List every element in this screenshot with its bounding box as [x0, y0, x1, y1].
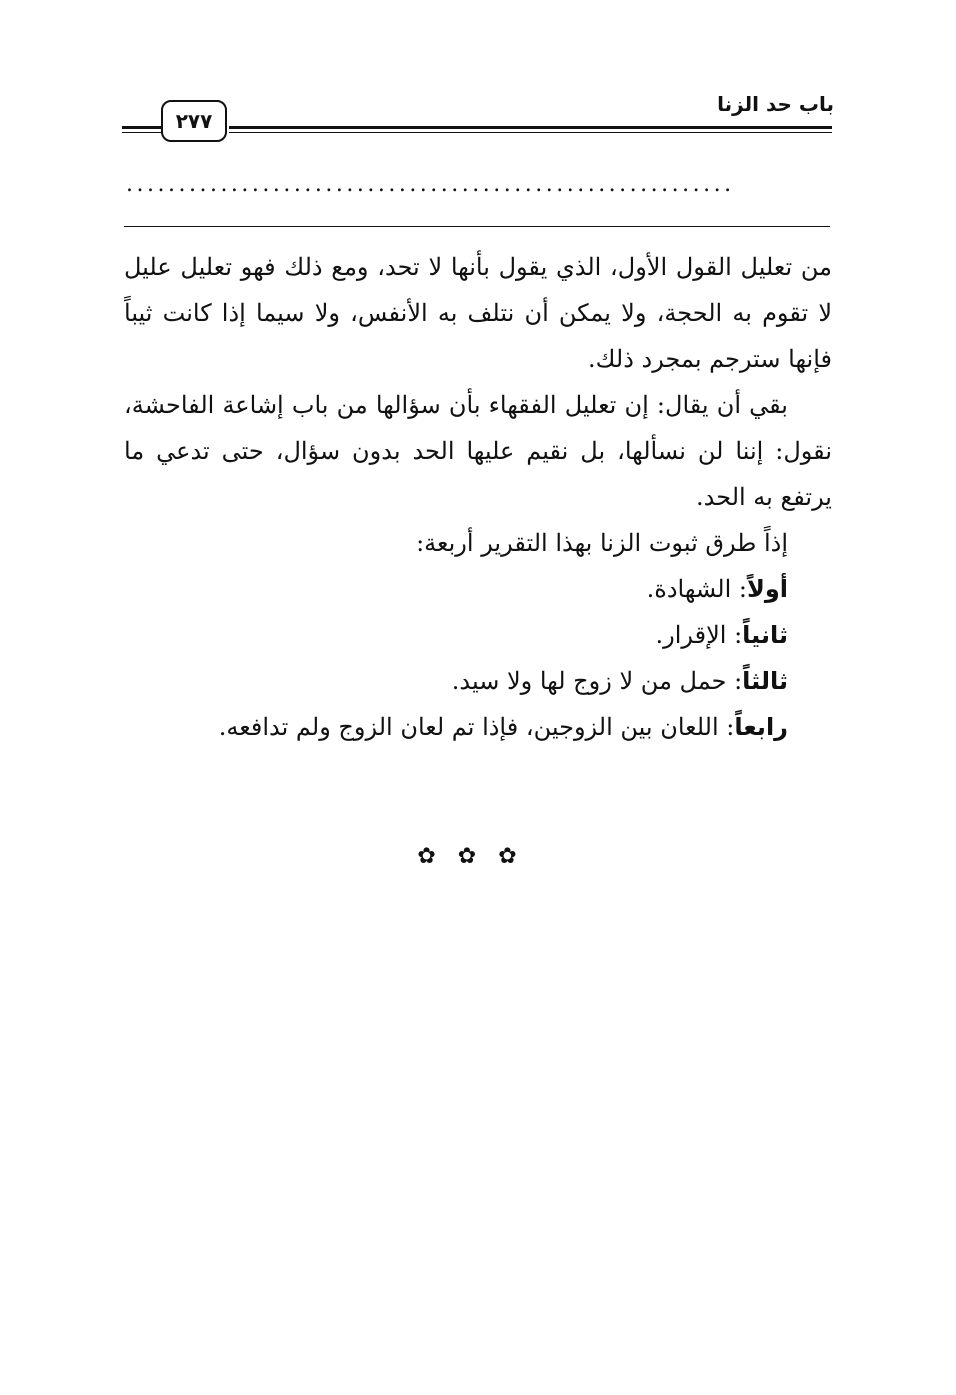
list-item [124, 566, 832, 612]
paragraph: إذاً طرق ثبوت الزنا بهذا التقرير أربعة: [416, 529, 788, 557]
page-number: ٢٧٧ [175, 109, 213, 133]
paragraph: من تعليل القول الأول، الذي يقول بأنها لا تحد، ومع ذلك فهو تعليل عليل لا تقوم به الحجة، ولا يمكن أن نتلف به الأنفس، ولا سيما إذا كانت ثيباً فإنها سترجم بمجرد ذلك. [124, 253, 832, 373]
section-end-ornaments: ✿✿✿ [417, 844, 539, 869]
footnote-continuation-dots: .......................................................... [126, 172, 735, 197]
list-item-label: ثالثاً [742, 667, 788, 695]
footnote-separator-rule [124, 226, 830, 227]
header-rule-right-thick [229, 126, 832, 129]
header-rule-right-thin [229, 132, 832, 133]
list-item-text: الشهادة. [646, 575, 732, 603]
list-item [124, 704, 832, 750]
header-rule-left-thin [122, 132, 162, 133]
list-item-text: اللعان بين الزوجين، فإذا تم لعان الزوج ولم تدافعه. [218, 713, 719, 741]
list-item-text: حمل من لا زوج لها ولا سيد. [451, 667, 727, 695]
list-item [124, 612, 832, 658]
paragraph: بقي أن يقال: إن تعليل الفقهاء بأن سؤالها من باب إشاعة الفاحشة، نقول: إننا لن نسألها، بل نقيم عليها الحد بدون سؤال، حتى تدعي ما يرتفع به الحد. [124, 391, 832, 511]
list-item [124, 658, 832, 704]
header-rule-left-thick [122, 126, 162, 129]
list-item-separator: : [726, 667, 743, 695]
list-item-text: الإقرار. [655, 621, 727, 649]
list-item-label: ثانياً [742, 621, 788, 649]
main-text [124, 244, 832, 750]
list-item-separator: : [718, 713, 735, 741]
page-number-badge [161, 100, 227, 142]
list-item-separator: : [726, 621, 743, 649]
running-title: باب حد الزنا [717, 92, 834, 116]
list-item-label: رابعاً [734, 713, 788, 741]
list-item-label: أولاً [746, 575, 788, 603]
list-item-separator: : [731, 575, 747, 603]
